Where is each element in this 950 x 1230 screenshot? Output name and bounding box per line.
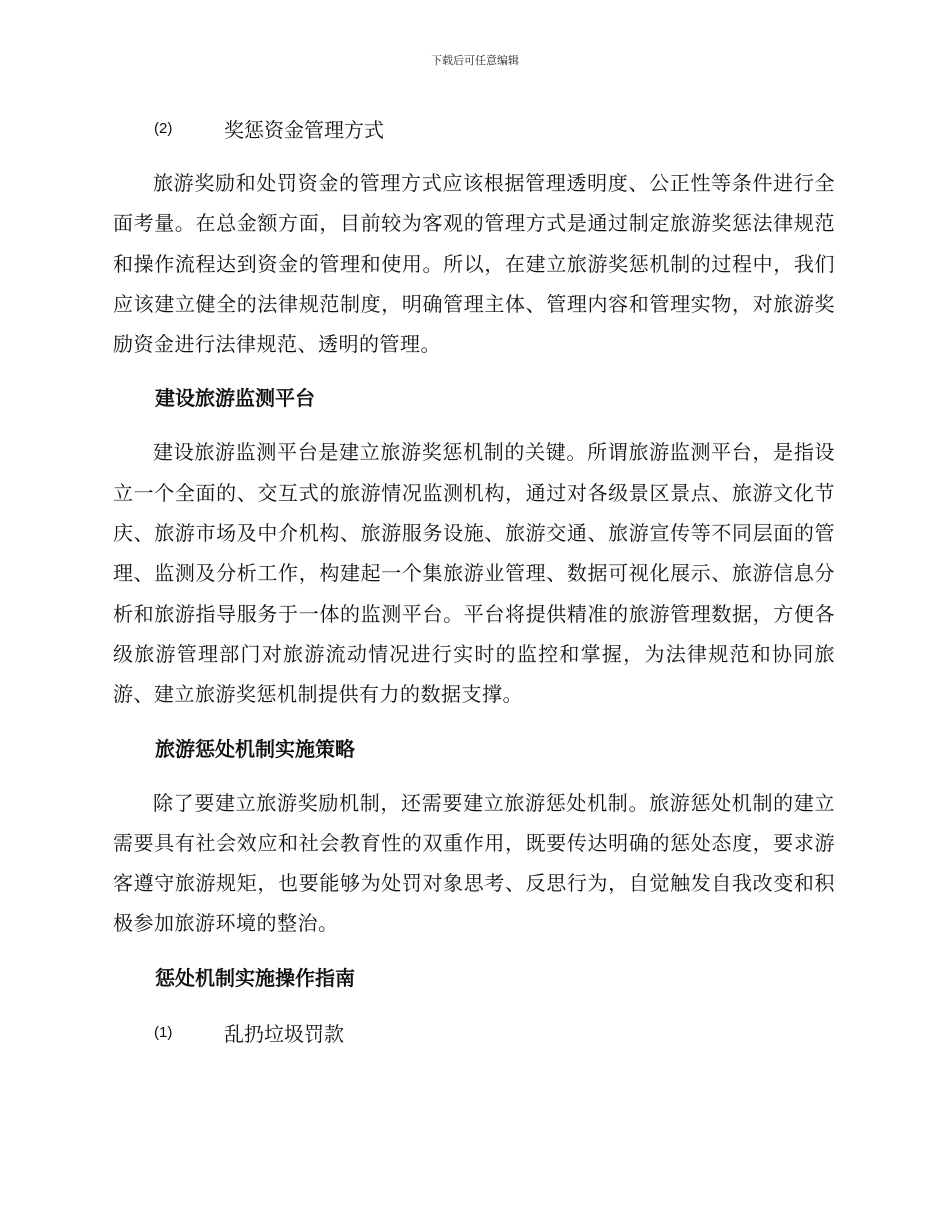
page-header: 下载后可任意编辑 [431,54,519,67]
document-body [113,108,835,1053]
item-number: (1) [154,1024,173,1042]
paragraph-punishment-strategy: 除了要建立旅游奖励机制，还需要建立旅游惩处机制。旅游惩处机制的建立需要具有社会效应和社会教育性的双重作用，既要传达明确的惩处态度，要求游客遵守旅游规矩，也要能够为处罚对象思考、反思行为，自觉触发自我改变和积极参加旅游环境的整治。 [113,790,835,936]
numbered-item-1 [154,1013,835,1053]
paragraph-fund-management: 旅游奖励和处罚资金的管理方式应该根据管理透明度、公正性等条件进行全面考量。在总金额方面，目前较为客观的管理方式是通过制定旅游奖惩法律规范和操作流程达到资金的管理和使用。所以，在建立旅游奖惩机制的过程中，我们应该建立健全的法律规范制度，明确管理主体、管理内容和管理实物，对旅游奖励资金进行法律规范、透明的管理。 [113,171,835,357]
item-title: 乱扔垃圾罚款 [224,1022,344,1047]
section-heading-monitoring-platform: 建设旅游监测平台 [155,386,315,411]
section-heading-operation-guide: 惩处机制实施操作指南 [155,965,355,990]
item-number: (2) [154,119,173,137]
paragraph-monitoring-platform: 建设旅游监测平台是建立旅游奖惩机制的关键。所谓旅游监测平台，是指设立一个全面的、交互式的旅游情况监测机构，通过对各级景区景点、旅游文化节庆、旅游市场及中介机构、旅游服务设施、旅游交通、旅游宣传等不同层面的管理、监测及分析工作，构建起一个集旅游业管理、数据可视化展示、旅游信息分析和旅游指导服务于一体的监测平台。平台将提供精准的旅游管理数据，方便各级旅游管理部门对旅游流动情况进行实时的监控和掌握，为法律规范和协同旅游、建立旅游奖惩机制提供有力的数据支撑。 [113,440,835,707]
item-title: 奖惩资金管理方式 [224,117,384,142]
section-heading-punishment-strategy: 旅游惩处机制实施策略 [155,736,355,761]
numbered-item-2 [154,108,835,148]
